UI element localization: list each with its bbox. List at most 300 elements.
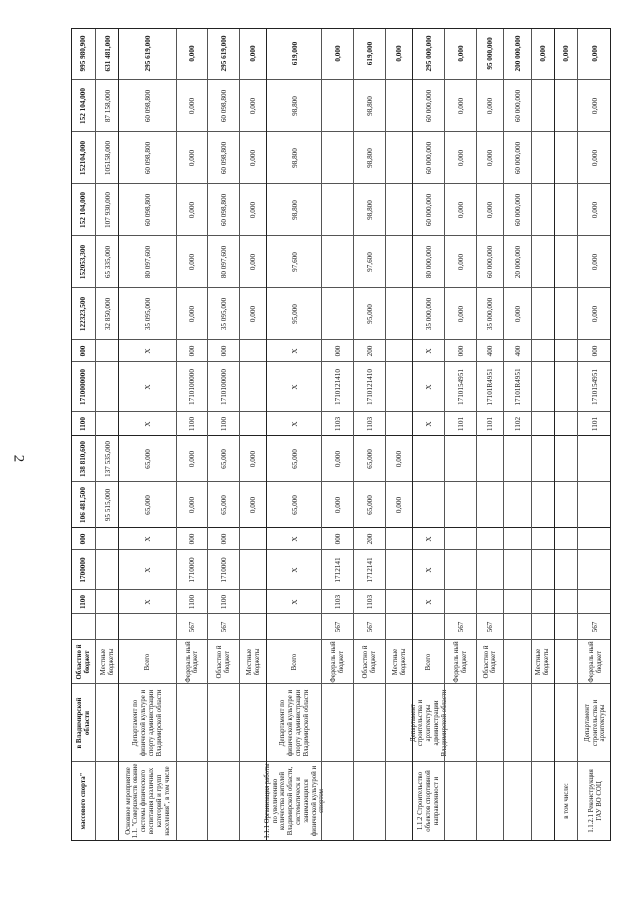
cell-grbs: 567 (591, 621, 600, 633)
cell-v4 (556, 237, 577, 287)
cell-v5: 98,800 (365, 200, 374, 220)
cell-v4 (533, 237, 554, 287)
cell-rz (478, 591, 503, 613)
cell-col2 (387, 685, 412, 761)
cell-v2: 65,000 (143, 449, 152, 469)
table-row (207, 29, 239, 840)
table-row (409, 29, 448, 840)
cell-col1 (446, 763, 476, 839)
cell-col2 (241, 685, 266, 761)
table-row (503, 29, 530, 840)
cell-v3 (323, 289, 353, 339)
cell-csr2: Х (424, 384, 433, 390)
cell-v5: 60 000,000 (513, 193, 522, 227)
cell-v3 (533, 289, 554, 339)
cell-col3: Федераль ный бюджет (587, 641, 603, 683)
cell-v5: 0,000 (249, 201, 258, 219)
cell-vr (579, 529, 612, 549)
cell-v2 (579, 437, 612, 481)
cell-v6: 60 098,800 (143, 141, 152, 175)
cell-grbs: 567 (334, 621, 343, 633)
cell-v6: 105158,000 (103, 140, 112, 176)
cell-rz (556, 591, 577, 613)
cell-vr (446, 529, 476, 549)
table-row (531, 29, 554, 840)
cell-v2 (414, 437, 444, 481)
cell-csr (579, 551, 612, 589)
cell-v6: 0,000 (486, 149, 495, 167)
cell-vr2: 400 (486, 345, 495, 357)
cell-v1: 106 481,500 (79, 487, 88, 523)
cell-vr: Х (143, 536, 152, 542)
cell-rz: 1100 (219, 594, 228, 610)
cell-col1: Основное мероприятие 1.1. "Совершенств ование системы физического воспитания различных категорий и групп населения", в том числе (124, 763, 171, 839)
cell-vr2: 000 (219, 345, 228, 357)
cell-vr2: Х (424, 348, 433, 354)
cell-rz: 1100 (188, 594, 197, 610)
cell-v4: 152053,300 (79, 244, 88, 280)
cell-v7: 60 098,800 (143, 89, 152, 123)
cell-vr: 000 (79, 533, 88, 545)
cell-v5: 0,000 (456, 201, 465, 219)
cell-rz (505, 591, 530, 613)
cell-v1 (414, 483, 444, 527)
cell-v7 (323, 81, 353, 131)
budget-table (71, 28, 611, 841)
cell-col1 (355, 763, 385, 839)
cell-vr (533, 529, 554, 549)
table-row (72, 29, 95, 840)
cell-v3: 122323,500 (79, 296, 88, 332)
cell-col2 (556, 685, 577, 761)
cell-col1 (178, 763, 208, 839)
cell-grbs (414, 615, 444, 639)
cell-col1 (209, 763, 239, 839)
cell-csr2: 1710154951 (456, 369, 465, 405)
cell-rz (97, 591, 118, 613)
cell-col1: в том числе: (562, 783, 570, 819)
cell-v4: 65 335,000 (103, 245, 112, 279)
table-row (554, 29, 577, 840)
cell-rz: 1103 (334, 594, 343, 610)
cell-vr (556, 529, 577, 549)
cell-v7: 0,000 (249, 97, 258, 115)
cell-vr: Х (290, 536, 299, 542)
cell-v1: 65,000 (143, 495, 152, 515)
cell-v1 (533, 483, 554, 527)
cell-csr2: 17101R4951 (513, 368, 522, 406)
cell-csr: Х (424, 567, 433, 573)
cell-col3: Всего (291, 653, 298, 671)
cell-rz (579, 591, 612, 613)
cell-r2: 1100 (188, 416, 197, 432)
cell-vr2 (387, 341, 412, 361)
cell-r2: Х (290, 421, 299, 427)
cell-v4: 60 000,000 (486, 245, 495, 279)
cell-rz: Х (290, 599, 299, 605)
cell-col1: 1.1.2 Строительство объектов спортивной направленност и (417, 770, 440, 832)
cell-v3: 35 095,000 (219, 297, 228, 331)
cell-r2: Х (143, 421, 152, 427)
cell-v1: 0,000 (395, 496, 404, 514)
cell-col2 (505, 685, 530, 761)
table-row (239, 29, 266, 840)
cell-v6: 0,000 (188, 149, 197, 167)
cell-v6: 60 098,800 (219, 141, 228, 175)
cell-col3: Всего (144, 653, 152, 671)
cell-v3: 32 850,000 (103, 297, 112, 331)
cell-rz (387, 591, 412, 613)
cell-grbs (387, 615, 412, 639)
cell-v2: 0,000 (395, 450, 404, 468)
cell-csr (533, 551, 554, 589)
cell-v4: 97,600 (365, 252, 374, 272)
cell-v3: 0,000 (249, 305, 258, 323)
cell-grbs (241, 615, 266, 639)
cell-v3: 35 000,000 (486, 297, 495, 331)
cell-rz: Х (143, 599, 152, 605)
cell-v6: 0,000 (249, 149, 258, 167)
cell-v3 (387, 289, 412, 339)
cell-grbs: 567 (219, 621, 228, 633)
cell-csr2: Х (290, 384, 299, 390)
cell-r2 (241, 413, 266, 435)
cell-csr: Х (290, 567, 299, 573)
cell-vr2: 000 (79, 345, 88, 357)
cell-csr (505, 551, 530, 589)
cell-vr2 (241, 341, 266, 361)
cell-v8: 0,000 (456, 45, 465, 62)
cell-csr (478, 551, 503, 589)
cell-col2 (533, 685, 554, 761)
cell-csr2 (97, 363, 118, 411)
cell-col1 (323, 763, 353, 839)
cell-col2 (446, 685, 476, 761)
cell-grbs (97, 615, 118, 639)
cell-col2 (178, 685, 208, 761)
cell-r2 (97, 413, 118, 435)
cell-col2: Департамент строительства и архитектуры администрации Владимирской области (409, 689, 448, 757)
cell-csr2 (533, 363, 554, 411)
cell-rz: 1100 (79, 595, 88, 609)
cell-v7: 60 000,000 (513, 89, 522, 123)
cell-v1: 0,000 (188, 496, 197, 514)
cell-v6: 0,000 (456, 149, 465, 167)
cell-r2: Х (424, 421, 433, 427)
cell-csr: 1712141 (334, 557, 343, 583)
cell-vr2: 000 (334, 345, 343, 357)
cell-v7: 98,800 (290, 96, 299, 116)
cell-vr: Х (424, 536, 433, 542)
cell-r2: 1101 (486, 416, 495, 432)
cell-v8: 995 980,900 (79, 35, 88, 72)
cell-col2 (97, 685, 118, 761)
cell-r2 (556, 413, 577, 435)
cell-v2: 65,000 (365, 449, 374, 469)
cell-vr (505, 529, 530, 549)
cell-r2: 1103 (365, 416, 374, 432)
cell-v6: 98,800 (365, 148, 374, 168)
cell-v2: 65,000 (290, 449, 299, 469)
cell-csr2 (387, 363, 412, 411)
cell-v6 (387, 133, 412, 183)
cell-csr (387, 551, 412, 589)
cell-v6 (533, 133, 554, 183)
cell-csr2 (241, 363, 266, 411)
cell-v6: 98,800 (290, 148, 299, 168)
cell-r2: 1102 (513, 416, 522, 432)
cell-v8: 631 481,000 (103, 35, 112, 72)
cell-vr2: Х (290, 348, 299, 354)
cell-v1 (579, 483, 612, 527)
cell-v1 (446, 483, 476, 527)
cell-v2: 0,000 (249, 450, 258, 468)
cell-v4: 0,000 (591, 253, 600, 271)
cell-v6 (323, 133, 353, 183)
page-number: 2 (10, 454, 27, 463)
cell-v5: 60 000,000 (424, 193, 433, 227)
cell-v5: 98,800 (290, 200, 299, 220)
cell-v8: 619,000 (290, 41, 299, 66)
table-row (577, 29, 612, 840)
cell-v3: 95,000 (290, 304, 299, 324)
cell-vr2: 000 (456, 345, 465, 357)
cell-v5 (323, 185, 353, 235)
cell-v6: 60 000,000 (513, 141, 522, 175)
cell-v7 (387, 81, 412, 131)
cell-v4 (387, 237, 412, 287)
cell-csr2: 1710000000 (79, 369, 88, 405)
cell-v2: 0,000 (334, 450, 343, 468)
cell-r2: 1103 (334, 416, 343, 432)
cell-v4: 80 097,600 (143, 245, 152, 279)
cell-col2 (209, 685, 239, 761)
cell-v3 (556, 289, 577, 339)
cell-v3: 0,000 (591, 305, 600, 323)
cell-csr2: Х (143, 384, 152, 390)
cell-vr (478, 529, 503, 549)
cell-v4: 80 000,000 (424, 245, 433, 279)
cell-v6: 60 000,000 (424, 141, 433, 175)
cell-csr2: 1710100000 (188, 369, 197, 405)
cell-v5: 0,000 (188, 201, 197, 219)
table-row (118, 29, 175, 840)
cell-col3: Областно й бюджет (216, 645, 232, 679)
cell-v2 (533, 437, 554, 481)
cell-col1 (97, 763, 118, 839)
cell-col3: Местные бюджеты (535, 648, 551, 676)
cell-grbs: 567 (486, 621, 495, 633)
cell-col3: Местные бюджеты (391, 648, 407, 676)
cell-v7: 0,000 (486, 97, 495, 115)
cell-csr2: 1710121410 (334, 369, 343, 405)
cell-grbs: 567 (188, 621, 197, 633)
cell-vr2 (97, 341, 118, 361)
cell-col2 (478, 685, 503, 761)
cell-csr (556, 551, 577, 589)
cell-csr (97, 551, 118, 589)
cell-v8: 0,000 (539, 45, 548, 62)
cell-v1: 95 515,000 (103, 488, 112, 522)
cell-r2: 1100 (79, 417, 88, 431)
cell-v2: 137 535,000 (103, 441, 112, 477)
cell-v5 (387, 185, 412, 235)
cell-v7: 60 000,000 (424, 89, 433, 123)
cell-v1 (556, 483, 577, 527)
cell-col1: 1.1.2.1 Реконструкция ГАУ ВО СОЦ (587, 769, 603, 833)
cell-r2 (533, 413, 554, 435)
cell-v6 (556, 133, 577, 183)
cell-vr2: 000 (188, 345, 197, 357)
cell-grbs (505, 615, 530, 639)
cell-rz (446, 591, 476, 613)
cell-col3: Местные бюджеты (245, 648, 261, 676)
cell-v7: 98,800 (365, 96, 374, 116)
cell-r2: 1101 (591, 416, 600, 432)
cell-vr: 200 (365, 533, 374, 545)
cell-v3: 0,000 (513, 305, 522, 323)
cell-vr2: 000 (591, 345, 600, 357)
cell-v5: 60 098,800 (143, 193, 152, 227)
cell-col3: Местные бюджеты (100, 648, 115, 676)
cell-v5: 60 098,800 (219, 193, 228, 227)
cell-v4: 20 000,000 (513, 245, 522, 279)
cell-v2 (505, 437, 530, 481)
table-row (95, 29, 118, 840)
cell-col3: Областно й бюджет (75, 644, 91, 680)
cell-csr2: 17101R4951 (486, 368, 495, 406)
cell-v5: 107 930,000 (103, 192, 112, 228)
cell-v2: 0,000 (188, 450, 197, 468)
cell-v8: 95 000,000 (486, 37, 495, 70)
table-row (353, 29, 385, 840)
cell-col3: Федераль ный бюджет (184, 641, 200, 683)
cell-r2: 1100 (219, 416, 228, 432)
cell-rz (533, 591, 554, 613)
cell-v7: 87 158,000 (103, 89, 112, 123)
cell-col3: Федераль ный бюджет (453, 641, 468, 683)
cell-v6: 0,000 (591, 149, 600, 167)
cell-grbs (120, 615, 175, 639)
cell-csr: 1700000 (79, 557, 88, 583)
cell-col3: Областно й бюджет (482, 645, 498, 679)
cell-v7: 60 098,800 (219, 89, 228, 123)
cell-col1 (241, 763, 266, 839)
cell-grbs: 567 (365, 621, 374, 633)
cell-v7: 0,000 (188, 97, 197, 115)
cell-v2 (446, 437, 476, 481)
cell-grbs (556, 615, 577, 639)
cell-v3: 35 000,000 (424, 297, 433, 331)
cell-csr2 (556, 363, 577, 411)
cell-v7: 0,000 (591, 97, 600, 115)
cell-col2: Департамент по физической культуре и спорту администрации Владимирской области (132, 689, 163, 757)
cell-vr: 000 (334, 533, 343, 545)
cell-vr2 (533, 341, 554, 361)
cell-v1: 0,000 (334, 496, 343, 514)
cell-v8: 0,000 (249, 45, 258, 62)
cell-csr: 1710000 (219, 557, 228, 583)
cell-col2: в Владимирской области (75, 697, 91, 749)
cell-csr2: 1710100000 (219, 369, 228, 405)
cell-v3: 0,000 (456, 305, 465, 323)
cell-csr: 1710000 (188, 557, 197, 583)
cell-vr: 000 (188, 533, 197, 545)
cell-v5: 0,000 (591, 201, 600, 219)
cell-vr2 (556, 341, 577, 361)
cell-col3 (505, 641, 530, 683)
cell-v8: 0,000 (395, 45, 404, 62)
cell-v3: 35 095,000 (143, 297, 152, 331)
cell-v4: 0,000 (456, 253, 465, 271)
cell-v1: 0,000 (249, 496, 258, 514)
cell-v8: 200 000,000 (513, 35, 522, 72)
cell-csr: Х (143, 567, 152, 573)
cell-col1: массового спорта" (79, 772, 87, 830)
cell-v7: 152 104,000 (79, 88, 88, 124)
cell-v5 (556, 185, 577, 235)
cell-vr2: Х (143, 348, 152, 354)
cell-v8: 295 000,000 (424, 35, 433, 72)
cell-vr: 000 (219, 533, 228, 545)
table-row (476, 29, 503, 840)
cell-v8: 0,000 (334, 45, 343, 62)
cell-v4: 0,000 (249, 253, 258, 271)
cell-vr (387, 529, 412, 549)
cell-v8: 0,000 (562, 45, 571, 62)
cell-v8: 0,000 (591, 45, 600, 62)
cell-rz: Х (424, 599, 433, 605)
cell-csr2: 1710121410 (365, 369, 374, 405)
cell-v8: 295 619,000 (219, 35, 228, 72)
cell-v3: 0,000 (188, 305, 197, 323)
cell-col3: Областно й бюджет (362, 645, 377, 679)
cell-col3: Всего (425, 653, 433, 671)
cell-col1 (478, 763, 503, 839)
cell-vr (97, 529, 118, 549)
cell-v4: 97,600 (290, 252, 299, 272)
cell-grbs: 567 (456, 621, 465, 633)
cell-col2: Департамент по физической культуре и спорту администрации Владимирской области (279, 689, 310, 757)
cell-csr2: 1710154951 (591, 369, 600, 405)
cell-v5 (533, 185, 554, 235)
cell-r2 (387, 413, 412, 435)
cell-csr: 1712141 (365, 557, 374, 583)
cell-col1: 1.1.1 Организация работы по увеличению количества жителей Владимирской области, систематическ и занимающихся физической культурой и спортом (263, 763, 326, 839)
cell-r2: 1101 (456, 416, 465, 432)
cell-v3: 95,000 (365, 304, 374, 324)
cell-csr (446, 551, 476, 589)
cell-rz: 1103 (365, 594, 374, 610)
cell-v1: 65,000 (219, 495, 228, 515)
cell-v2: 138 810,600 (79, 441, 88, 477)
cell-v7 (533, 81, 554, 131)
table-row (176, 29, 208, 840)
cell-v4 (323, 237, 353, 287)
cell-grbs (268, 615, 321, 639)
cell-col2: Департамент строительства и архитектуры (583, 699, 607, 747)
table-row (385, 29, 412, 840)
cell-v4: 0,000 (188, 253, 197, 271)
table-row (321, 29, 353, 840)
cell-col1 (387, 763, 412, 839)
cell-v1 (478, 483, 503, 527)
cell-csr (241, 551, 266, 589)
cell-v5: 152 104,000 (79, 192, 88, 228)
cell-v1 (505, 483, 530, 527)
table-row (263, 29, 326, 840)
cell-v2: 65,000 (219, 449, 228, 469)
